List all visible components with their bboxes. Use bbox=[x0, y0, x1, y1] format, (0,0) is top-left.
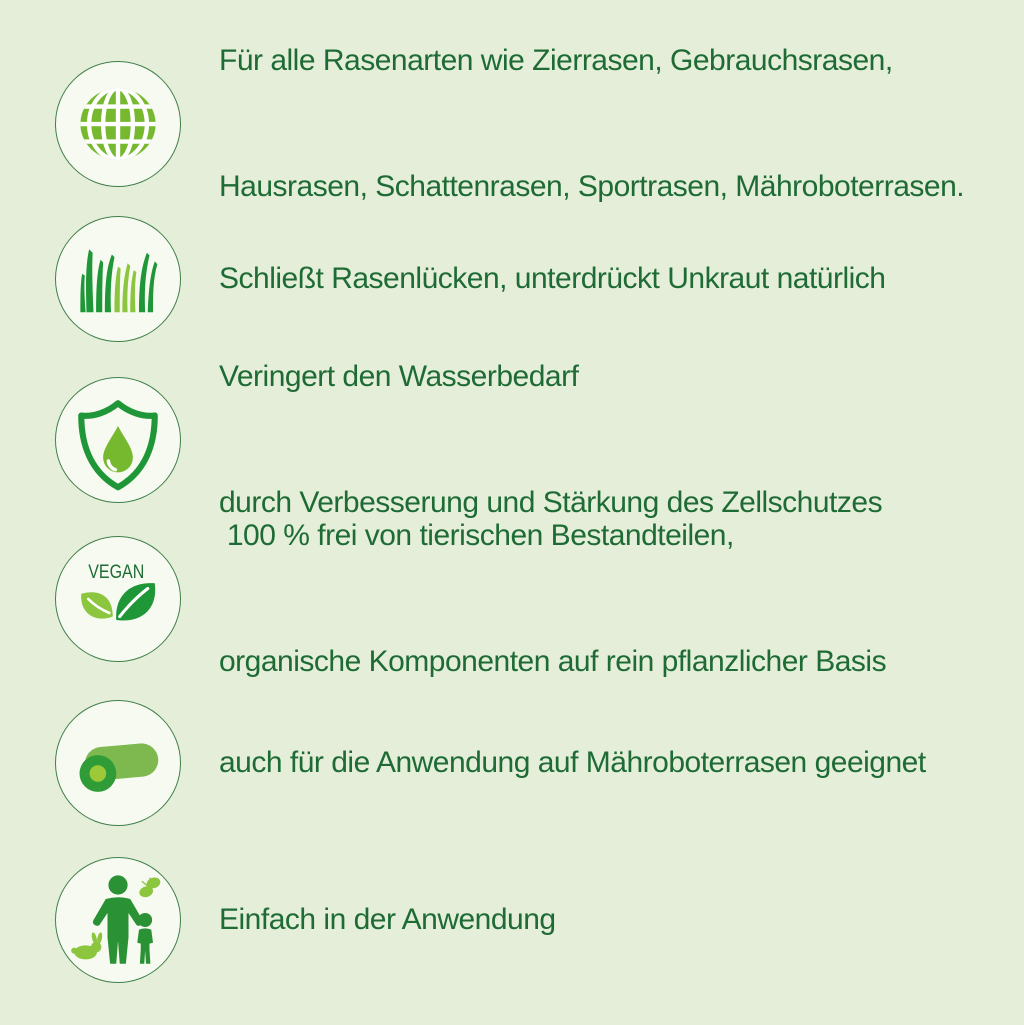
icon-circle bbox=[55, 216, 181, 342]
family-icon bbox=[62, 864, 174, 976]
icon-circle bbox=[55, 61, 181, 187]
feature-line: auch für die Anwendung auf Mähroboterrasen geeignet bbox=[219, 746, 926, 779]
icon-circle bbox=[55, 700, 181, 826]
feature-text bbox=[219, 815, 556, 1025]
feature-row bbox=[55, 698, 926, 828]
icon-circle bbox=[55, 536, 181, 662]
icon-circle bbox=[55, 377, 181, 503]
robot-mower-icon bbox=[62, 707, 174, 819]
feature-row bbox=[55, 519, 887, 678]
icon-circle bbox=[55, 857, 181, 983]
globe-icon bbox=[62, 68, 174, 180]
feature-line: 100 % frei von tierischen Bestandteilen, bbox=[219, 519, 734, 552]
grass-icon bbox=[62, 223, 174, 335]
vegan-leaves-icon bbox=[62, 543, 174, 655]
vegan-badge-label: VEGAN bbox=[88, 562, 145, 583]
feature-row bbox=[55, 44, 965, 203]
feature-line: Veringert den Wasserbedarf bbox=[219, 360, 579, 393]
shield-drop-icon bbox=[62, 384, 174, 496]
feature-line: Für alle Rasenarten wie Zierrasen, Gebrauchsrasen, bbox=[219, 44, 893, 77]
feature-row bbox=[55, 855, 556, 985]
feature-line: Hausrasen, Schattenrasen, Sportrasen, Mähroboterrasen. bbox=[219, 170, 965, 203]
feature-line: Einfach in der Anwendung bbox=[219, 903, 556, 936]
feature-line: durch Verbesserung und Stärkung des Zellschutzes bbox=[219, 486, 883, 519]
feature-line: organische Komponenten auf rein pflanzlicher Basis bbox=[219, 645, 887, 678]
feature-line: Schließt Rasenlücken, unterdrückt Unkraut natürlich bbox=[219, 262, 886, 295]
